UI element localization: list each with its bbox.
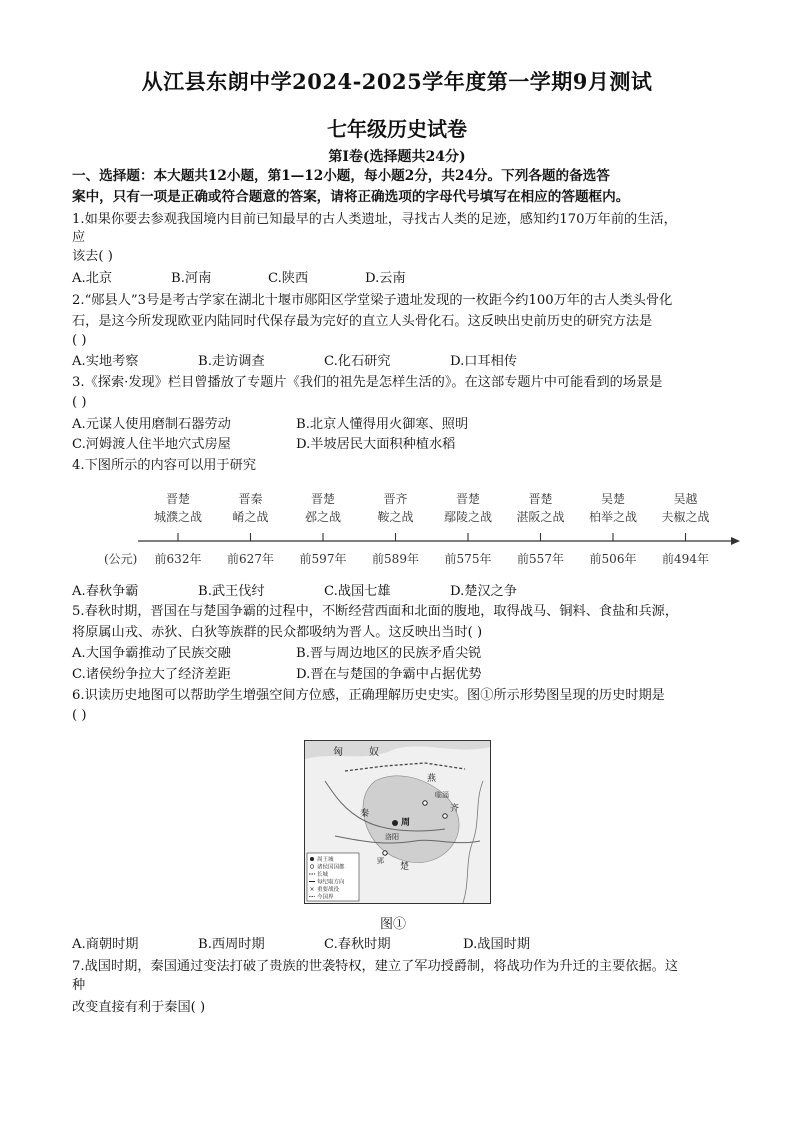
timeline-states: 晋楚	[528, 492, 553, 506]
historical-map-figure	[304, 740, 491, 904]
map-legend-item: 重要战役	[317, 887, 340, 893]
q3-text-2: ( )	[72, 395, 87, 410]
map-label: 秦	[360, 809, 370, 819]
exam-title: 从江县东朗中学2024-2025学年度第一学期9月测试	[141, 69, 653, 94]
q3-option-d: D.半坡居民大面积种植水稻	[296, 437, 456, 452]
q4-option-d: D.楚汉之争	[450, 584, 518, 599]
timeline-states: 吴越	[673, 492, 698, 506]
q5-text-2: 将原属山戎、赤狄、白狄等族群的民众都吸纳为晋人。这反映出当时( )	[72, 625, 483, 640]
q2-option-d: D.口耳相传	[450, 354, 518, 369]
q1-option-a: A.北京	[72, 271, 113, 286]
timeline-battle: 崤之战	[232, 510, 269, 524]
map-label: 周	[401, 818, 411, 828]
q6-text-2: ( )	[72, 708, 87, 723]
q2-option-a: A.实地考察	[72, 354, 139, 369]
timeline-states: 吴楚	[600, 492, 626, 506]
timeline-unit-label: (公元)	[104, 552, 138, 566]
q5-option-c: C.诸侯纷争拉大了经济差距	[72, 667, 231, 682]
timeline-states: 晋楚	[455, 492, 481, 506]
q3-option-a: A.元谋人使用磨制石器劳动	[72, 417, 231, 432]
map-label: 奴	[369, 747, 379, 758]
q2-option-b: B.走访调查	[198, 354, 265, 369]
q6-option-c: C.春秋时期	[324, 937, 391, 952]
timeline-year: 前632年	[154, 552, 202, 566]
q4-text-1: 4.下图所示的内容可以用于研究	[72, 458, 257, 473]
q6-option-b: B.西周时期	[198, 937, 265, 952]
map-legend-item: 长城	[317, 872, 329, 878]
instructions-line-1: 一、选择题：本大题共12小题，第1—12小题，每小题2分，共24分。下列各题的备选答	[72, 168, 610, 184]
map-label: 洛阳	[385, 833, 399, 841]
q6-text-1: 6.识读历史地图可以帮助学生增强空间方位感，正确理解历史史实。图①所示形势图呈现的历史时期是	[72, 688, 665, 703]
map-legend-item: 诸侯国国都	[317, 864, 345, 871]
timeline-year: 前557年	[517, 552, 564, 566]
q7-text-2: 种	[72, 978, 86, 993]
q5-text-1: 5.春秋时期，晋国在与楚国争霸的过程中，不断经营西面和北面的腹地，取得战马、铜料、食盐和兵源，	[72, 604, 679, 619]
q4-option-c: C.战国七雄	[324, 584, 391, 599]
map-label: 燕	[427, 774, 437, 784]
q2-text-3: ( )	[72, 333, 87, 348]
timeline-year: 前494年	[662, 552, 709, 566]
timeline-battle: 夫椒之战	[661, 510, 710, 524]
q4-option-b: B.武王伐纣	[198, 584, 265, 599]
q1-text-1: 1.如果你要去参观我国境内目前已知最早的古人类遗址，寻找古人类的足迹，感知约170万年前的生活，	[72, 212, 677, 227]
q6-option-d: D.战国时期	[463, 937, 531, 952]
q1-option-c: C.陕西	[268, 271, 309, 286]
q2-option-c: C.化石研究	[324, 354, 391, 369]
timeline-states: 晋齐	[383, 492, 408, 506]
q5-option-d: D.晋在与楚国的争霸中占据优势	[296, 667, 482, 682]
map-label: 郢	[377, 857, 384, 865]
timeline-battle: 鄢陵之战	[443, 510, 493, 524]
q1-text-2: 应	[72, 230, 86, 245]
instructions-line-2: 案中，只有一项是正确或符合题意的答案，请将正确选项的字母代号填写在相应的答题框内。	[72, 189, 630, 205]
map-label: 临淄	[435, 791, 449, 799]
q5-option-a: A.大国争霸推动了民族交融	[72, 646, 231, 661]
map-label: 齐	[450, 804, 460, 814]
q7-text-1: 7.战国时期，秦国通过变法打破了贵族的世袭特权，建立了军功授爵制，将战功作为升迁的主要依据。这	[72, 959, 679, 974]
svg-text:×: ×	[309, 886, 315, 893]
q2-text-2: 石，是这今所发现欧亚内陆同时代保存最为完好的直立人头骨化石。这反映出史前历史的研究方法是	[72, 314, 653, 329]
timeline-battle: 柏举之战	[588, 510, 638, 524]
timeline-year: 前506年	[589, 552, 637, 566]
timeline-states: 晋楚	[310, 492, 336, 506]
section-heading: 第Ⅰ卷(选择题共24分)	[328, 149, 466, 165]
map-label: 匈	[333, 747, 343, 758]
timeline-battle: 城濮之战	[153, 510, 203, 524]
figure-caption: 图①	[380, 917, 407, 932]
q1-option-d: D.云南	[365, 271, 406, 286]
q2-text-1: 2.“郧县人”3号是考古学家在湖北十堰市郧阳区学堂梁子遗址发现的一枚距今约100万年的古人类头骨化	[72, 293, 673, 308]
timeline-year: 前589年	[372, 552, 419, 566]
q3-text-1: 3.《探索·发现》栏目曾播放了专题片《我们的祖先是怎样生活的》。在这部专题片中可能看到的场景是	[72, 375, 663, 390]
timeline-year: 前575年	[444, 552, 492, 566]
timeline-battle: 鞍之战	[377, 510, 414, 524]
timeline-battle: 邲之战	[304, 510, 342, 524]
map-legend-item: 每纪取方向	[317, 879, 345, 886]
battle-timeline	[100, 487, 740, 567]
exam-subtitle: 七年级历史试卷	[327, 117, 467, 141]
q1-option-b: B.河南	[171, 271, 212, 286]
q6-option-a: A.商朝时期	[72, 937, 139, 952]
q7-text-3: 改变直接有利于秦国( )	[72, 1000, 206, 1015]
timeline-year: 前627年	[227, 552, 274, 566]
q3-option-b: B.北京人懂得用火御寒、照明	[296, 417, 469, 432]
timeline-states: 晋楚	[165, 492, 191, 506]
timeline-year: 前597年	[299, 552, 347, 566]
q3-option-c: C.河姆渡人住半地穴式房屋	[72, 437, 231, 452]
map-legend-item: 今国界	[317, 894, 334, 901]
q4-option-a: A.春秋争霸	[72, 584, 139, 599]
q1-text-3: 该去( )	[72, 249, 113, 264]
map-label: 楚	[400, 862, 410, 872]
timeline-states: 晋秦	[238, 492, 263, 506]
q5-option-b: B.晋与周边地区的民族矛盾尖锐	[296, 646, 482, 661]
map-legend-item: 周王城	[317, 857, 334, 863]
timeline-battle: 湛阪之战	[516, 510, 565, 524]
